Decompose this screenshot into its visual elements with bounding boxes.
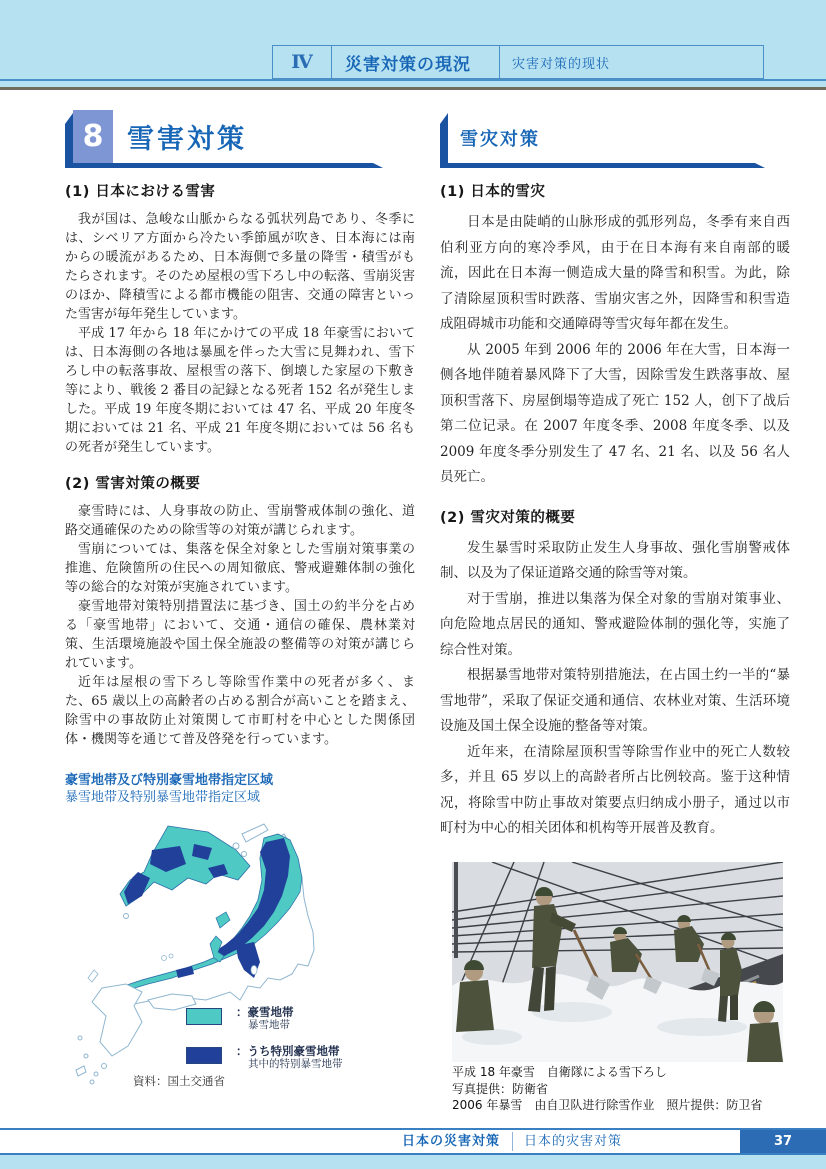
section-underline (440, 163, 765, 168)
okinawa-islands (76, 1036, 94, 1084)
map-title-cn: 暴雪地带及特别暴雪地带指定区域 (65, 790, 261, 805)
section-header-jp (65, 110, 383, 168)
japan-snow-map (68, 820, 428, 1100)
chapter-title-cn: 灾害对策的现状 (512, 56, 611, 72)
paragraph-cn-1: 日本是由陡峭的山脉形成的弧形列岛，冬季有来自西伯利亚方向的寒冷季风，由于在日本海有来自南部的暖流，因此在日本海一侧造成大量的降雪和积雪。为此，除了清除屋顶积雪时跌落、雪崩灾害之外，因降雪和积雪造成阻碍城市功能和交通障碍等雪灾每年都在发生。 (440, 214, 790, 332)
hokkaido-region (120, 826, 250, 919)
kyushu-region (92, 984, 142, 1076)
paragraph-cn-3: 发生暴雪时采取防止发生人身事故、强化雪崩警戒体制、以及为了保证道路交通的除雪等对策。 (440, 539, 790, 581)
paragraph-jp-5: 豪雪地帯対策特別措置法に基づき、国土の約半分を占める「豪雪地帯」において、交通・通信の確保、農林業対策、生活環境施設や国土保全施設の整備等の対策が講じられています。 (65, 599, 415, 671)
section-underline (65, 163, 383, 168)
section-title-jp: 雪害対策 (127, 124, 247, 155)
photo-caption-line3: 2006 年暴雪 由自卫队进行除雪作业 照片提供：防卫省 (452, 1098, 763, 1112)
legend-label-cn: 暴雪地带 (248, 1019, 290, 1031)
map-title (65, 772, 273, 806)
sado-island (216, 912, 230, 928)
column-chinese (440, 180, 790, 842)
page-number-badge: 37 (740, 1130, 826, 1153)
legend-label-cn: 其中的特别暴雪地带 (248, 1058, 343, 1070)
legend-item-heavy-snow (186, 1006, 343, 1032)
legend-label-jp: ：うち特別豪雪地帯 (236, 1044, 340, 1058)
footer-divider (512, 1132, 513, 1151)
paragraph-jp-2: 平成 17 年から 18 年にかけての平成 18 年豪雪においては、日本海側の各地は暴風を伴った大雪に見舞われ、雪下ろし中の転落事故、屋根雪の落下、倒壊した家屋の下敷き等により、戦後 2 番目の記録となる死者 152 名が発生しました。平成 19 年度冬期においては 47 名、平成 20 年度冬期においては 21 名、平成 21 年度冬期においては 56 名もの死者が発生しています。 (65, 326, 415, 455)
photo-illustration (452, 862, 783, 1062)
paragraph-cn-6: 近年来，在清除屋顶积雪等除雪作业中的死亡人数较多，并且 65 岁以上的高龄者所占比例较高。鉴于这种情况，将除雪中防止事故对策要点归纳成小册子，通过以市町村为中心的相关团体和机构等开展普及教育。 (440, 743, 790, 836)
paragraph-jp-1: 我が国は、急峻な山脈からなる弧状列島であり、冬季には、シベリア方面から冷たい季節風が吹き、日本海には南からの暖流があるため、日本海側で多量の降雪・積雪がもたらされます。そのため屋根の雪下ろし中の転落、雪崩災害のほか、降積雪による都市機能の阻害、交通の障害といった雪害が毎年発生しています。 (65, 212, 415, 322)
section-title-cn: 雪灾对策 (460, 129, 540, 150)
section-header-cn (440, 110, 765, 168)
section-accent-bar (65, 113, 73, 168)
photo-caption-line1: 平成 18 年豪雪 自衛隊による雪下ろし (452, 1065, 667, 1079)
footer-title-jp: 日本の災害対策 (401, 1134, 500, 1149)
heading-jp-1: (1) 日本における雪害 (65, 184, 216, 200)
page-footer (0, 1128, 826, 1155)
legend-label-jp: ：豪雪地帯 (236, 1005, 294, 1019)
photo-caption-line2: 写真提供：防衛省 (452, 1081, 549, 1096)
heading-cn-2: (2) 雪灾对策的概要 (440, 509, 576, 526)
paragraph-jp-6: 近年は屋根の雪下ろし等除雪作業中の死者が多く、また、65 歳以上の高齢者の占める割合が高いことを踏まえ、除雪中の事故防止対策関して市町村を中心とした関係団体・機関等を通じて普及啓発を行っています。 (65, 675, 415, 747)
footer-title-cn: 日本的灾害对策 (524, 1134, 623, 1149)
legend-swatch-heavy-snow (186, 1008, 222, 1025)
snow-removal-photo (452, 862, 783, 1062)
legend-swatch-special-heavy-snow (186, 1047, 222, 1064)
column-japanese (65, 180, 415, 749)
paragraph-cn-5: 根据暴雪地带对策特别措施法，在占国土约一半的“暴雪地带”，采取了保证交通和通信、农林业对策、生活环境设施及国土保全设施的整备等对策。 (440, 667, 790, 734)
paragraph-jp-3: 豪雪時には、人身事故の防止、雪崩警戒体制の強化、道路交通確保のための除雪等の対策が講じられます。 (65, 504, 415, 538)
paragraph-cn-2: 从 2005 年到 2006 年的 2006 年在大雪，日本海一侧各地伴随着暴风降下了大雪，因除雪发生跌落事故、屋顶积雪落下、房屋倒塌等造成了死亡 152 人，创下了战后第二位记录。在 2007 年度冬季、2008 年度冬季、以及 2009 年度冬季分别发生了 47 名、21 名、以及 56 名人员死亡。 (440, 341, 790, 485)
section-accent-bar (440, 113, 448, 168)
section-number-badge: 8 (73, 110, 113, 163)
heading-jp-2: (2) 雪害対策の概要 (65, 476, 201, 492)
heading-cn-1: (1) 日本的雪灾 (440, 184, 546, 200)
bottom-band (0, 1155, 826, 1169)
chapter-header-box (272, 45, 764, 79)
map-title-jp: 豪雪地帯及び特別豪雪地帯指定区域 (65, 773, 274, 788)
legend-item-special-heavy-snow (186, 1045, 343, 1071)
chapter-title-jp: 災害対策の現況 (332, 46, 500, 78)
map-source: 資料：国土交通省 (133, 1074, 225, 1088)
header-rule-olive (0, 87, 826, 90)
chapter-number: Ⅳ (273, 46, 332, 78)
paragraph-jp-4: 雪崩については、集落を保全対象とした雪崩対策事業の推進、危険箇所の住民への周知徹底、警戒避難体制の強化等の総合的な対策が実施されています。 (65, 542, 415, 595)
photo-caption (452, 1064, 797, 1114)
paragraph-cn-4: 对于雪崩，推进以集落为保全对象的雪崩对策事业、向危险地点居民的通知、警戒避险体制的强化等，实施了综合性对策。 (440, 590, 790, 658)
